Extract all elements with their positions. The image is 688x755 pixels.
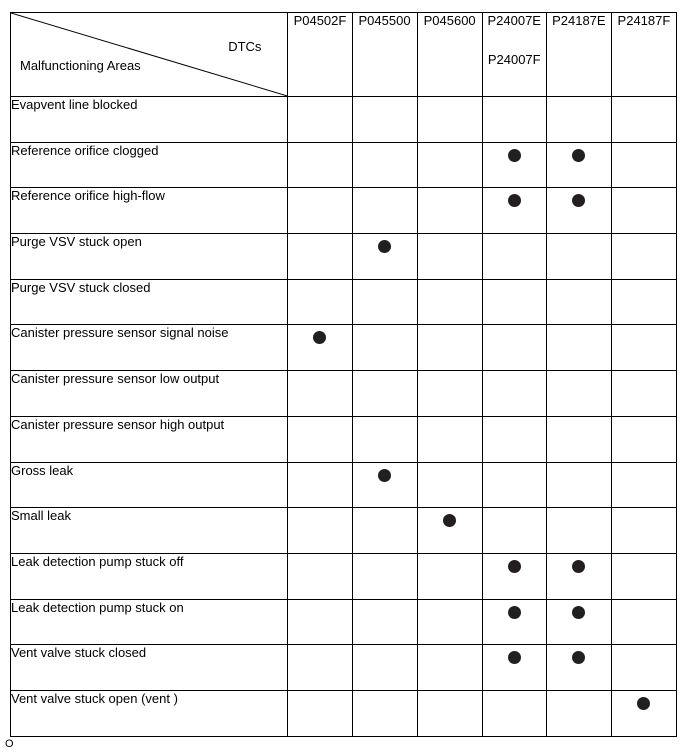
header-row [11, 13, 677, 97]
filled-dot-icon [572, 194, 585, 207]
dtc-mark-cell [417, 690, 482, 736]
dtc-mark-cell [482, 325, 546, 371]
dtc-mark-cell [352, 508, 417, 554]
malfunction-area-cell: Gross leak [11, 462, 288, 508]
dtc-code-stack [483, 13, 546, 67]
malfunction-area-cell: Canister pressure sensor signal noise [11, 325, 288, 371]
dtc-mark-cell [417, 279, 482, 325]
filled-dot-icon [572, 149, 585, 162]
dtc-mark-cell [482, 371, 546, 417]
dtc-mark-cell [546, 599, 611, 645]
dtc-code-label: P24187E [552, 13, 606, 28]
dtc-mark-cell [352, 279, 417, 325]
dtc-code-label: P04502F [293, 13, 347, 28]
malfunction-area-cell: Vent valve stuck open (vent ) [11, 690, 288, 736]
filled-dot-icon [508, 149, 521, 162]
dtc-code-stack [612, 13, 676, 28]
dtc-mark-cell [611, 645, 676, 691]
dtc-mark-cell [611, 371, 676, 417]
dtc-mark-cell [288, 142, 352, 188]
dtc-mark-cell [546, 416, 611, 462]
table-row [11, 279, 677, 325]
table-row [11, 97, 677, 143]
table-row [11, 234, 677, 280]
dtc-mark-cell [417, 234, 482, 280]
filled-dot-icon [508, 194, 521, 207]
dtc-mark-cell [417, 142, 482, 188]
dtc-code-label: P24007E [487, 13, 541, 28]
dtc-mark-cell [482, 97, 546, 143]
dtc-mark-cell [288, 188, 352, 234]
dtc-mark-cell [482, 599, 546, 645]
dtc-mark-cell [417, 553, 482, 599]
dtc-mark-cell [352, 371, 417, 417]
dtc-mark-cell [288, 690, 352, 736]
table-row [11, 690, 677, 736]
dtc-mark-cell [352, 553, 417, 599]
dtc-mark-cell [288, 325, 352, 371]
dtc-mark-cell [417, 599, 482, 645]
dtc-mark-cell [482, 645, 546, 691]
dtc-mark-cell [611, 142, 676, 188]
table-row [11, 371, 677, 417]
dtc-mark-cell [417, 188, 482, 234]
filled-dot-icon [378, 469, 391, 482]
dtc-mark-cell [352, 599, 417, 645]
dtc-code-label: P24007F [487, 52, 541, 67]
dtc-mark-cell [482, 188, 546, 234]
dtc-mark-cell [288, 416, 352, 462]
dtc-mark-cell [352, 97, 417, 143]
filled-dot-icon [508, 560, 521, 573]
dtc-mark-cell [546, 371, 611, 417]
dtc-mark-cell [352, 325, 417, 371]
dtc-mark-cell [546, 97, 611, 143]
dtc-mark-cell [611, 690, 676, 736]
dtc-mark-cell [546, 553, 611, 599]
corner-header-cell [11, 13, 288, 97]
dtc-mark-cell [482, 508, 546, 554]
malfunction-area-cell: Canister pressure sensor low output [11, 371, 288, 417]
dtc-column-header [482, 13, 546, 97]
malfunction-area-cell: Reference orifice clogged [11, 142, 288, 188]
malfunction-area-cell: Purge VSV stuck closed [11, 279, 288, 325]
dtc-mark-cell [611, 416, 676, 462]
dtc-mark-cell [288, 234, 352, 280]
dtc-mark-cell [352, 234, 417, 280]
malfunction-area-cell: Vent valve stuck closed [11, 645, 288, 691]
dtc-mark-cell [611, 462, 676, 508]
filled-dot-icon [572, 651, 585, 664]
dtc-mark-cell [546, 188, 611, 234]
dtc-mark-cell [288, 97, 352, 143]
dtc-mark-cell [417, 508, 482, 554]
dtc-mark-cell [352, 462, 417, 508]
malfunction-area-cell: Small leak [11, 508, 288, 554]
table-row [11, 325, 677, 371]
dtc-code-stack [288, 13, 351, 28]
table-row [11, 645, 677, 691]
dtc-mark-cell [482, 690, 546, 736]
dtc-mark-cell [352, 645, 417, 691]
table-row [11, 188, 677, 234]
dtc-mark-cell [546, 325, 611, 371]
dtc-code-label: P045600 [423, 13, 476, 28]
dtc-mark-cell [352, 188, 417, 234]
dtc-matrix-table [10, 12, 677, 737]
dtc-column-header [352, 13, 417, 97]
table-row [11, 142, 677, 188]
dtc-mark-cell [546, 645, 611, 691]
dtc-mark-cell [288, 462, 352, 508]
malfunction-area-cell: Evapvent line blocked [11, 97, 288, 143]
diagonal-divider [11, 13, 287, 96]
table-row [11, 599, 677, 645]
filled-dot-icon [443, 514, 456, 527]
dtc-mark-cell [546, 690, 611, 736]
dtc-mark-cell [482, 416, 546, 462]
dtc-mark-cell [611, 599, 676, 645]
table-row [11, 508, 677, 554]
dtc-mark-cell [417, 462, 482, 508]
dtc-mark-cell [352, 416, 417, 462]
dtc-mark-cell [482, 234, 546, 280]
dtc-mark-cell [288, 508, 352, 554]
malfunction-area-cell: Purge VSV stuck open [11, 234, 288, 280]
dtc-mark-cell [417, 325, 482, 371]
dtc-mark-cell [288, 599, 352, 645]
dtc-code-label: P045500 [358, 13, 411, 28]
dtc-mark-cell [611, 97, 676, 143]
dtc-mark-cell [288, 371, 352, 417]
dtc-mark-cell [482, 462, 546, 508]
dtc-code-stack [547, 13, 611, 28]
table-row [11, 462, 677, 508]
filled-dot-icon [572, 606, 585, 619]
dtc-mark-cell [546, 234, 611, 280]
malfunction-area-cell: Leak detection pump stuck off [11, 553, 288, 599]
dtc-mark-cell [417, 97, 482, 143]
dtc-mark-cell [611, 234, 676, 280]
dtc-mark-cell [546, 462, 611, 508]
dtc-mark-cell [611, 553, 676, 599]
dtc-column-header [417, 13, 482, 97]
filled-dot-icon [378, 240, 391, 253]
dtc-mark-cell [417, 416, 482, 462]
dtc-code-label: P24187F [617, 13, 671, 28]
dtc-mark-cell [546, 142, 611, 188]
areas-header-label: Malfunctioning Areas [20, 58, 141, 73]
dtc-mark-cell [546, 508, 611, 554]
dtc-mark-cell [611, 188, 676, 234]
dtc-mark-cell [482, 279, 546, 325]
malfunction-area-cell: Canister pressure sensor high output [11, 416, 288, 462]
dtc-mark-cell [482, 553, 546, 599]
malfunction-area-cell: Leak detection pump stuck on [11, 599, 288, 645]
dtc-mark-cell [417, 371, 482, 417]
dtc-mark-cell [611, 279, 676, 325]
dtc-mark-cell [611, 325, 676, 371]
table-row [11, 553, 677, 599]
dtcs-header-label: DTCs [228, 39, 262, 54]
dtc-mark-cell [352, 142, 417, 188]
footnote: O [5, 738, 14, 750]
dtc-mark-cell [352, 690, 417, 736]
malfunction-area-cell: Reference orifice high-flow [11, 188, 288, 234]
dtc-mark-cell [288, 553, 352, 599]
filled-dot-icon [508, 651, 521, 664]
dtc-mark-cell [546, 279, 611, 325]
filled-dot-icon [637, 697, 650, 710]
table-row [11, 416, 677, 462]
dtc-column-header [288, 13, 352, 97]
filled-dot-icon [572, 560, 585, 573]
dtc-column-header [611, 13, 676, 97]
dtc-mark-cell [288, 279, 352, 325]
dtc-mark-cell [288, 645, 352, 691]
dtc-code-stack [418, 13, 482, 28]
dtc-mark-cell [417, 645, 482, 691]
filled-dot-icon [508, 606, 521, 619]
dtc-code-stack [353, 13, 417, 28]
dtc-mark-cell [611, 508, 676, 554]
dtc-column-header [546, 13, 611, 97]
dtc-mark-cell [482, 142, 546, 188]
filled-dot-icon [313, 331, 326, 344]
